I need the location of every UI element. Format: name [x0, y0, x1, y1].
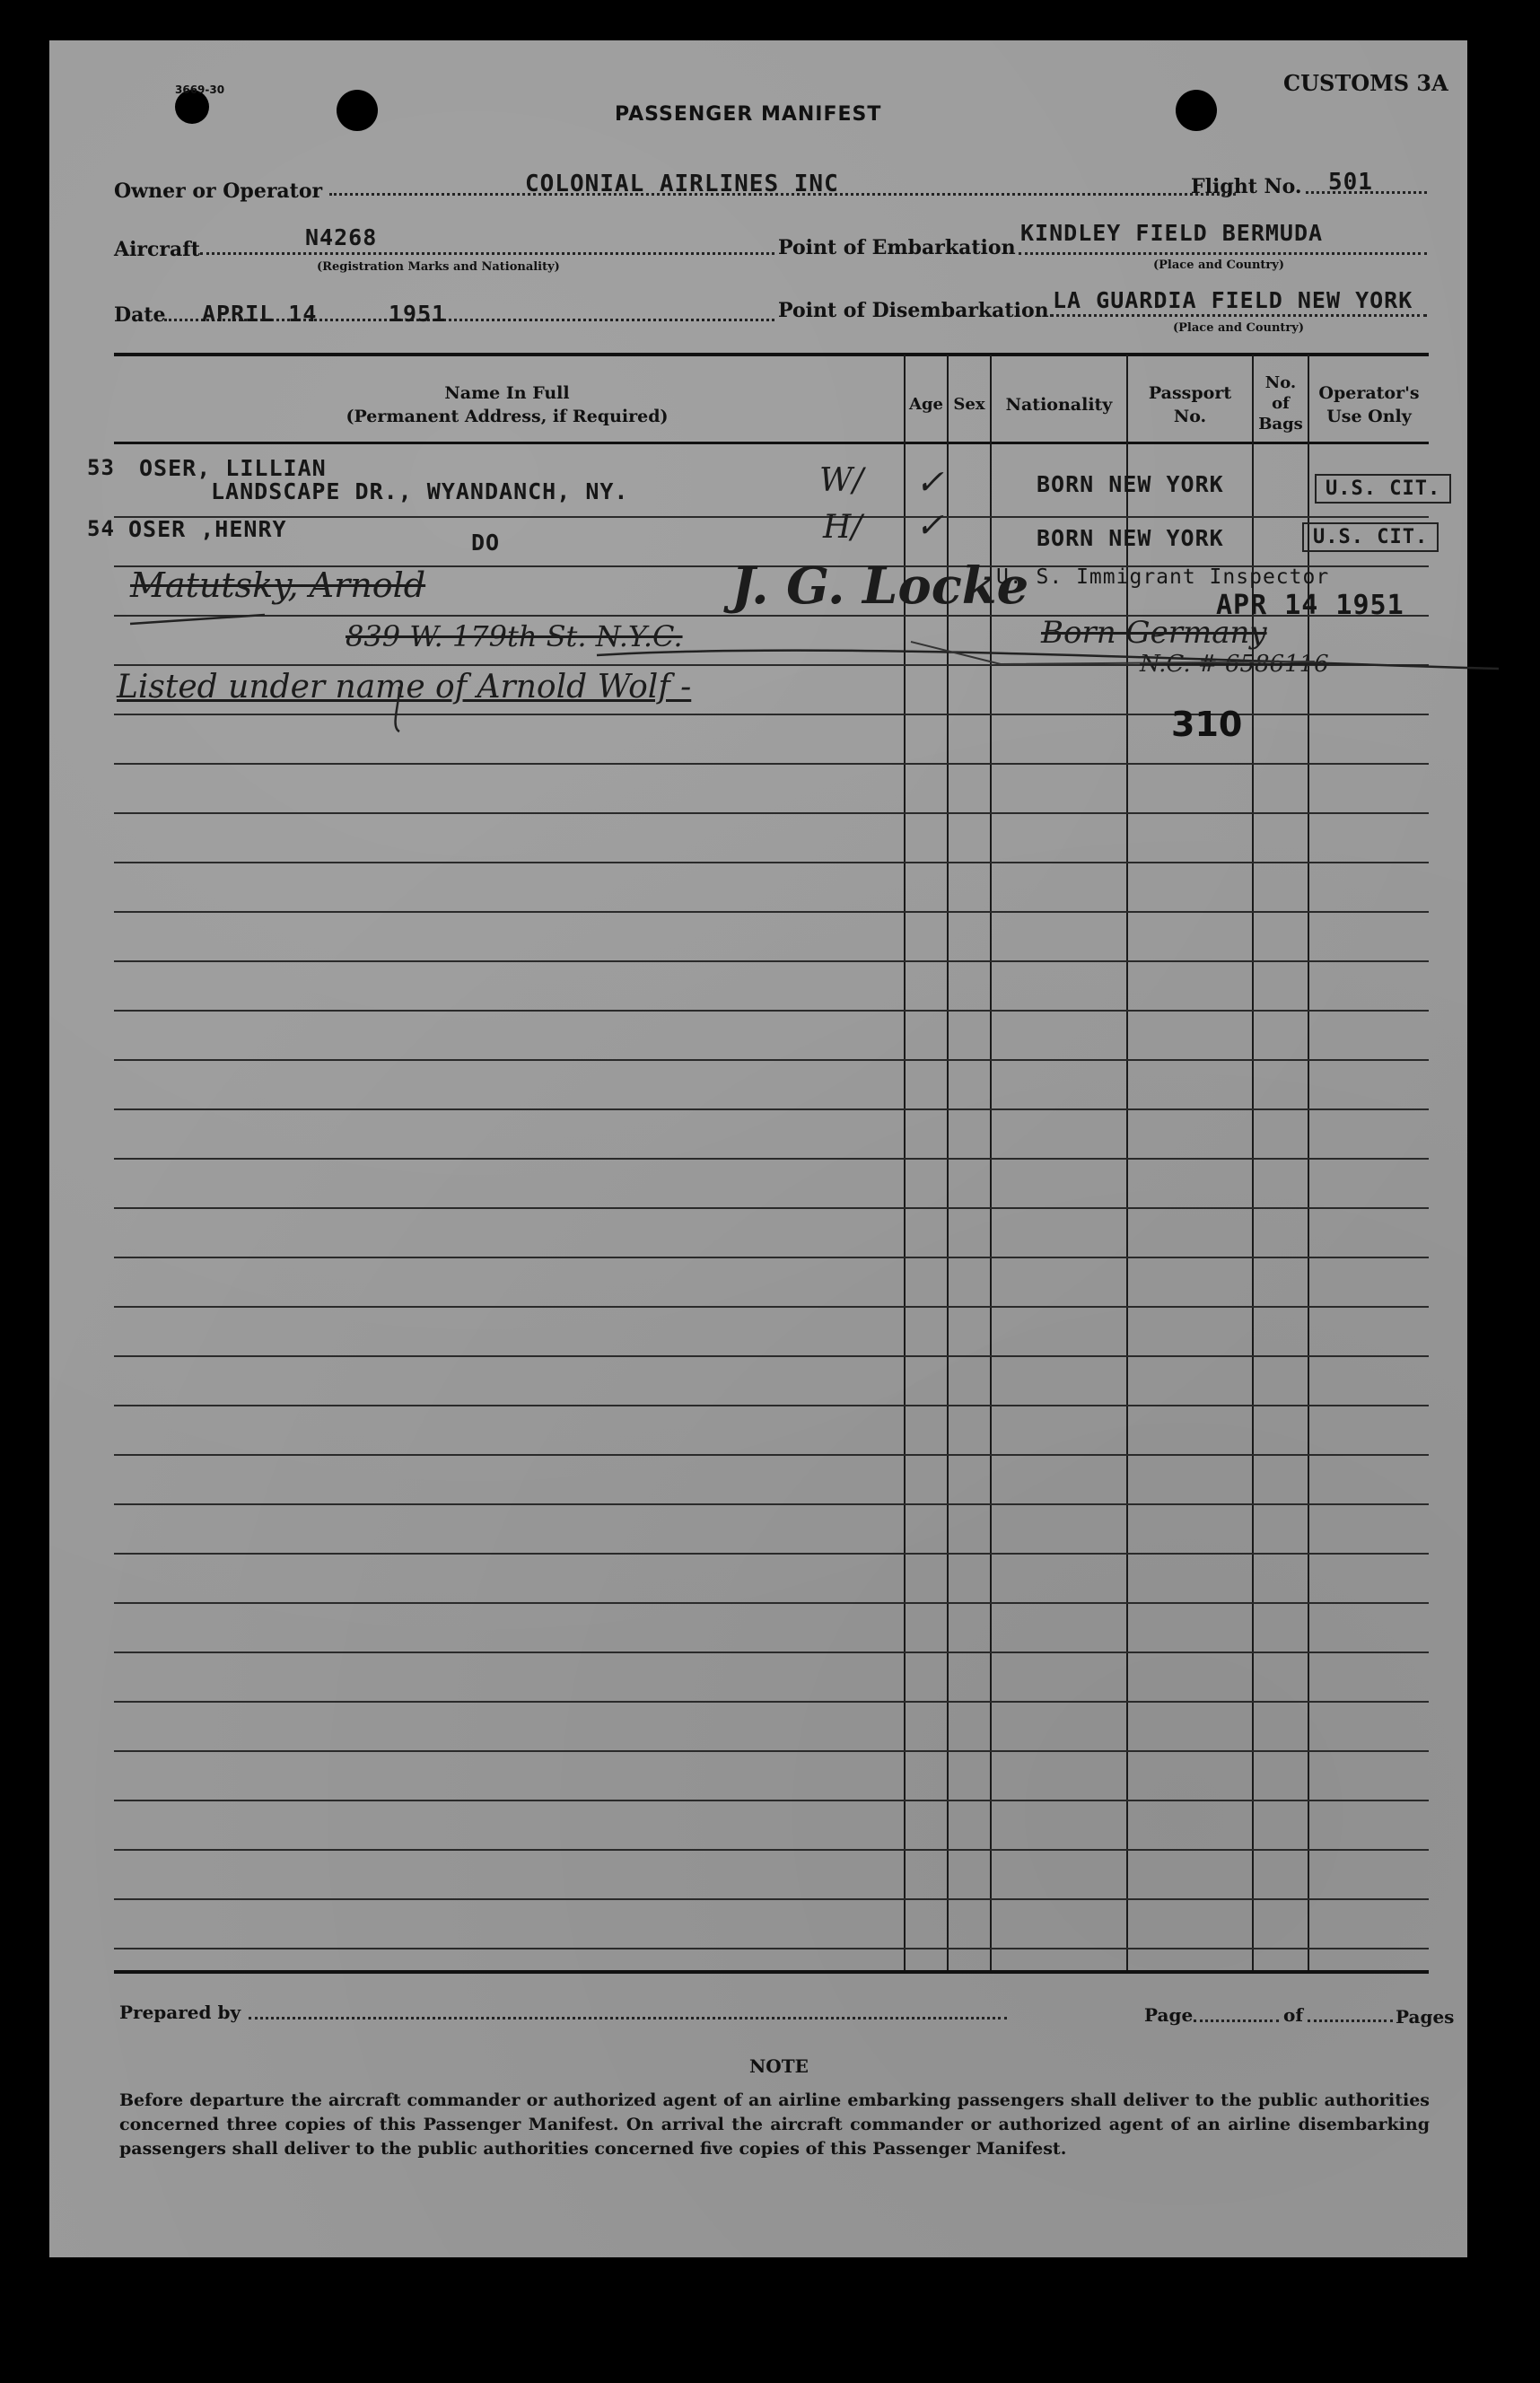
- aircraft-label: Aircraft: [114, 238, 200, 261]
- crossed-nationality: Born Germany: [1041, 615, 1267, 651]
- header-passport-line2: No.: [1173, 407, 1207, 426]
- note-title: NOTE: [749, 2055, 809, 2077]
- page-title: PASSENGER MANIFEST: [615, 103, 882, 126]
- owner-value: COLONIAL AIRLINES INC: [525, 171, 839, 197]
- header-name-line2: (Permanent Address, if Required): [346, 407, 669, 426]
- of-label: of: [1283, 2004, 1303, 2026]
- listed-under-note: Listed under name of Arnold Wolf -: [117, 669, 692, 705]
- passenger-address: LANDSCAPE DR., WYANDANCH, NY.: [211, 478, 629, 504]
- crossed-cert-number: N.C. # 6586116: [1140, 651, 1329, 678]
- embarkation-value: KINDLEY FIELD BERMUDA: [1020, 220, 1324, 246]
- inspector-title: U. S. Immigrant Inspector: [996, 565, 1330, 589]
- passenger-sex-check: ✓: [915, 462, 944, 502]
- flight-label: Flight No.: [1191, 175, 1302, 198]
- table-bottom-rule: [114, 1970, 1429, 1974]
- date-year: 1951: [389, 301, 447, 327]
- table-top-rule: [114, 353, 1429, 356]
- header-bags: [1254, 372, 1308, 434]
- row-number: 54: [87, 516, 115, 541]
- embarkation-dotted-line: [1019, 252, 1427, 255]
- passenger-address: DO: [471, 530, 501, 556]
- date-label: Date: [114, 303, 166, 327]
- passenger-nationality: BORN NEW YORK: [1037, 471, 1224, 497]
- header-age: Age: [908, 395, 943, 414]
- header-sex: Sex: [953, 395, 985, 414]
- prepared-dotted-line: [249, 2017, 1007, 2019]
- page-label: Page: [1144, 2004, 1194, 2026]
- passenger-age: W/: [819, 462, 864, 499]
- header-operator-line2: Use Only: [1326, 407, 1412, 426]
- stamp-number: 310: [1171, 705, 1243, 744]
- aircraft-dotted-line: [200, 252, 774, 255]
- form-number: 3669-30: [175, 83, 225, 96]
- punch-hole-left: [337, 90, 378, 131]
- header-bottom-rule: [114, 442, 1429, 444]
- embarkation-caption: (Place and Country): [1153, 258, 1284, 272]
- prepared-label: Prepared by: [119, 2002, 241, 2023]
- header-bags-line1: No.: [1264, 373, 1297, 392]
- page-dotted-line: [1194, 2019, 1279, 2022]
- header-passport-line1: Passport: [1148, 383, 1232, 403]
- owner-label: Owner or Operator: [114, 180, 323, 203]
- operator-stamp: U.S. CIT.: [1302, 522, 1439, 552]
- disembarkation-caption: (Place and Country): [1173, 321, 1304, 335]
- passenger-name: OSER ,HENRY: [128, 516, 287, 542]
- aircraft-value: N4268: [305, 224, 378, 250]
- pages-label: Pages: [1396, 2006, 1455, 2028]
- punch-hole-right: [1176, 90, 1217, 131]
- header-passport: [1128, 381, 1252, 428]
- customs-label: CUSTOMS 3A: [1283, 70, 1448, 96]
- disembarkation-dotted-line: [1050, 314, 1427, 317]
- header-nationality: Nationality: [1005, 395, 1113, 415]
- aircraft-caption: (Registration Marks and Nationality): [317, 260, 560, 274]
- embarkation-label: Point of Embarkation: [778, 236, 1016, 259]
- header-bags-line3: Bags: [1258, 415, 1303, 434]
- header-name-line1: Name In Full: [444, 383, 570, 403]
- crossed-name: Matutsky, Arnold: [130, 565, 426, 605]
- inspection-date: APR 14 1951: [1216, 590, 1404, 621]
- of-dotted-line: [1308, 2019, 1393, 2022]
- passenger-name: OSER, LILLIAN: [139, 455, 327, 481]
- flight-value: 501: [1328, 169, 1373, 196]
- disembarkation-label: Point of Disembarkation: [778, 299, 1049, 322]
- passenger-nationality: BORN NEW YORK: [1037, 525, 1224, 551]
- manifest-page: [49, 40, 1467, 2257]
- passenger-age: H/: [823, 509, 862, 546]
- crossed-address: 839 W. 179th St. N.Y.C.: [346, 619, 683, 653]
- passenger-sex-check: ✓: [915, 505, 944, 545]
- header-name: [310, 381, 704, 428]
- header-bags-line2: of: [1272, 394, 1290, 413]
- operator-stamp: U.S. CIT.: [1315, 474, 1451, 504]
- note-text: Before departure the aircraft commander or authorized agent of an airline embarking passengers shall deliver to the public authorities concerned three copies of this Passenger Manifest. On arrival the aircraft commander or authorized agent of an airline disembarking passengers shall deliver to the public authorities concerned five copies of this Passenger Manifest.: [119, 2090, 1430, 2159]
- inspector-signature: J. G. Locke: [731, 556, 1029, 616]
- date-month-day: APRIL 14: [202, 301, 318, 327]
- header-operator: [1309, 381, 1429, 428]
- header-operator-line1: Operator's: [1318, 383, 1420, 403]
- row-number: 53: [87, 455, 115, 480]
- disembarkation-value: LA GUARDIA FIELD NEW YORK: [1053, 287, 1413, 313]
